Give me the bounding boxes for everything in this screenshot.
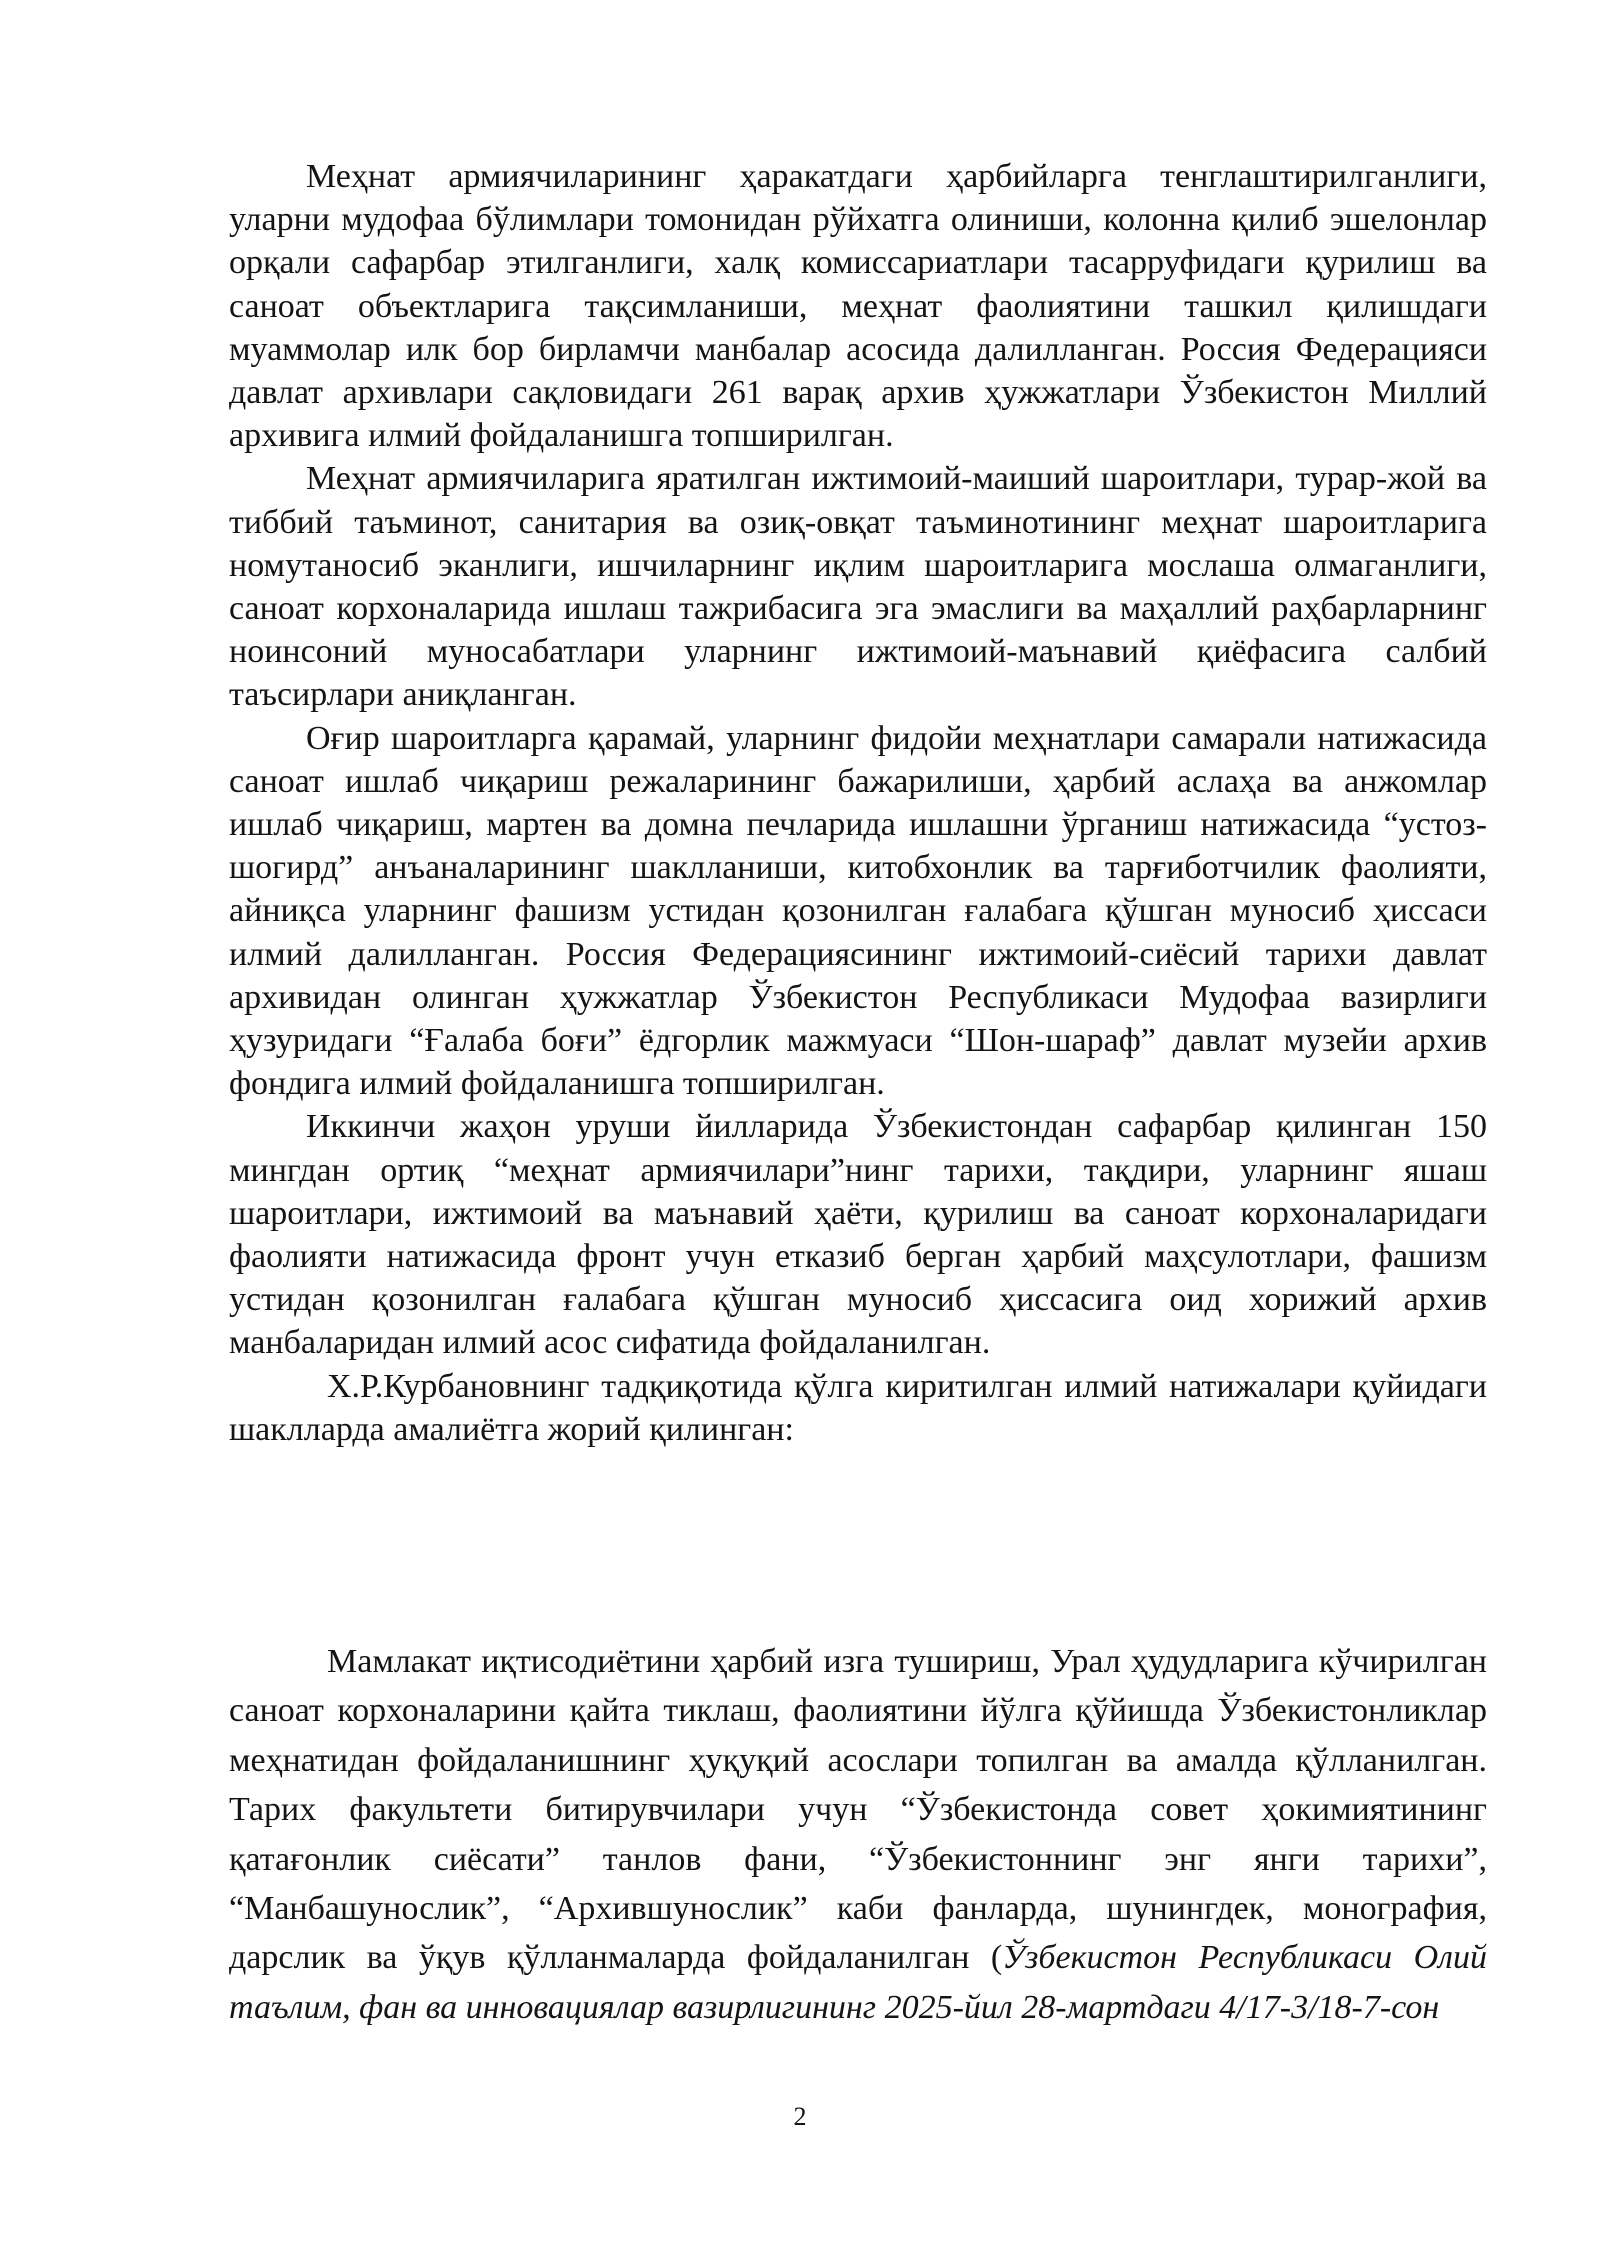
paragraph-ww2-mobilization: Иккинчи жаҳон уруши йилларида Ўзбекистондан сафарбар қилинган 150 мингдан ортиқ “меҳнат армиячилари”нинг тарихи, тақдири, уларнинг яшаш шароитлари, ижтимоий ва маънавий ҳаёти, қурилиш ва саноат корхоналаридаги фаолияти натижасида фронт учун етказиб берган ҳарбий маҳсулотлари, фашизм устидан қозонилган ғалабага қўшган муносиб ҳиссасига оид хорижий архив манбаларидан илмий асос сифатида фойдаланилган. [229,1108,1487,1362]
paragraph-implementation-intro: Х.Р.Курбановнинг тадқиқотида қўлга киритилган илмий натижалари қуйидаги шаклларда амалиётга жорий қилинган: [229,1367,1487,1448]
body-text-lower [229,1637,1487,2032]
paragraph-labor-achievements: Оғир шароитларга қарамай, уларнинг фидойи меҳнатлари самарали натижасида саноат ишлаб чиқариш режаларининг бажарилиши, ҳарбий аслаҳа ва анжомлар ишлаб чиқариш, мартен ва домна печларида ишлашни ўрганиш натижасида “устоз-шогирд” анъаналарининг шаклланиши, китобхонлик ва тарғиботчилик фаолияти, айниқса уларнинг фашизм устидан қозонилган ғалабага қўшган муносиб ҳиссаси илмий далилланган. Россия Федерациясининг ижтимоий-сиёсий тарихи давлат архивидан олинган ҳужжатлар Ўзбекистон Республикаси Мудофаа вазирлиги ҳузуридаги “Ғалаба боғи” ёдгорлик мажмуаси “Шон-шараф” давлат музейи архив фондига илмий фойдаланишга топширилган. [229,719,1487,1103]
implementation-text: Мамлакат иқтисодиётини ҳарбий изга тушириш, Урал ҳудудларига кўчирилган саноат корхоналарини қайта тиклаш, фаолиятини йўлга қўйишда Ўзбекистонликлар меҳнатидан фойдаланишнинг ҳуқуқий асослари топилган ва амалда қўлланилган. Тарих факультети битирувчилари учун “Ўзбекистонда совет ҳокимиятининг қатағонлик сиёсати” танлов фани, “Ўзбекистоннинг энг янги тарихи”, “Манбашунослик”, “Архившунослик” каби фанларда, шунингдек, монография, дарслик ва ўқув қўлланмаларда фойдаланилган ( [229,1643,1487,1977]
body-text-upper [229,155,1487,1451]
paragraph-labor-army-status: Меҳнат армиячиларининг ҳаракатдаги ҳарбийларга тенглаштирилганлиги, уларни мудофаа бўлимлари томонидан рўйхатга олиниши, колонна қилиб эшелонлар орқали сафарбар этилганлиги, халқ комиссариатлари тасарруфидаги қурилиш ва саноат объектларига тақсимланиши, меҳнат фаолиятини ташкил қилишдаги муаммолар илк бор бирламчи манбалар асосида далилланган. Россия Федерацияси давлат архивлари сақловидаги 261 варақ архив ҳужжатлари Ўзбекистон Миллий архивига илмий фойдаланишга топширилган. [229,158,1487,455]
paragraph-implementation-details [229,1637,1487,2032]
implementation-reference-italic: Ўзбекистон Республикаси Олий таълим, фан ва инновациялар вазирлигининг 2025-йил 28-мартдаги 4/17-3/18-7-сон [229,1939,1487,2026]
paragraph-living-conditions: Меҳнат армиячиларига яратилган ижтимоий-маиший шароитлари, турар-жой ва тиббий таъминот, санитария ва озиқ-овқат таъминотининг меҳнат шароитларига номутаносиб эканлиги, ишчиларнинг иқлим шароитларига мослаша олмаганлиги, саноат корхоналарида ишлаш тажрибасига эга эмаслиги ва маҳаллий раҳбарларнинг ноинсоний муносабатлари уларнинг ижтимоий-маънавий қиёфасига салбий таъсирлари аниқланган. [229,460,1487,714]
page-number: 2 [793,2102,807,2131]
